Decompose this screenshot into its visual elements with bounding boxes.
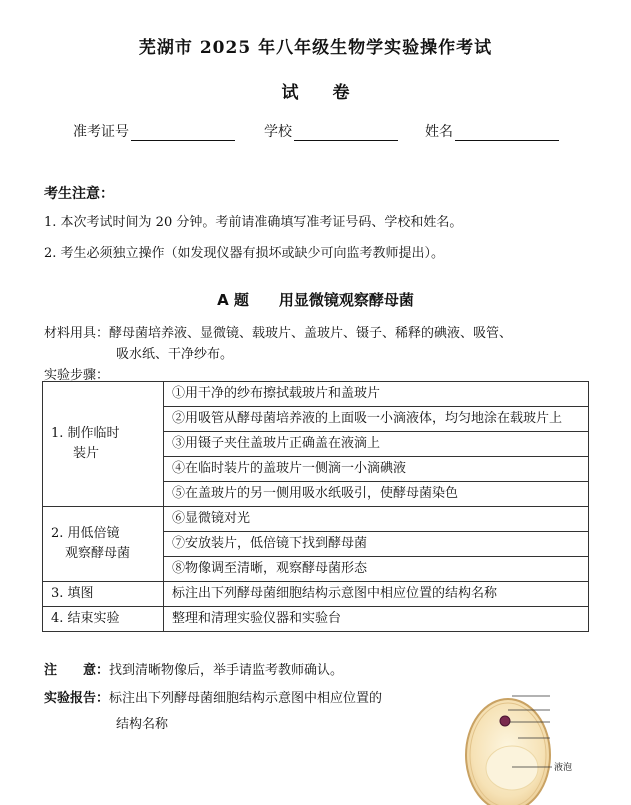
- step-cell: ③用镊子夹住盖玻片正确盖在液滴上: [164, 432, 589, 457]
- materials-text-continued: 吸水纸、干净纱布。: [116, 347, 234, 362]
- page-title: 芜湖市 2025 年八年级生物学实验操作考试: [138, 38, 493, 58]
- nucleus: [500, 716, 510, 726]
- stage-label: 4. 结束实验: [51, 611, 120, 626]
- note: [44, 659, 343, 678]
- steps-label: 实验步骤：: [44, 368, 110, 383]
- step-cell: ⑧物像调至清晰，观察酵母菌形态: [164, 557, 589, 582]
- school-field[interactable]: [264, 121, 398, 141]
- stage-cell: [43, 382, 164, 507]
- note-label: 注 意：: [44, 663, 110, 678]
- step-cell: ②用吸管从酵母菌培养液的上面吸一小滴液体，均匀地涂在载玻片上: [164, 407, 589, 432]
- step-cell: ⑤在盖玻片的另一侧用吸水纸吸引，使酵母菌染色: [164, 482, 589, 507]
- notice-heading: 考生注意：: [44, 186, 114, 202]
- step-cell: ⑦安放装片，低倍镜下找到酵母菌: [164, 532, 589, 557]
- stage-cell: [43, 507, 164, 582]
- materials-text: 材料用具：酵母菌培养液、显微镜、载玻片、盖玻片、镊子、稀释的碘液、吸管、: [44, 326, 513, 341]
- report-text: 标注出下列酵母菌细胞结构示意图中相应位置的: [109, 691, 383, 706]
- vacuole-label: 液泡: [554, 763, 573, 773]
- vacuole: [486, 746, 538, 790]
- stage-label: 3. 填图: [51, 586, 94, 601]
- step-cell: ①用干净的纱布擦拭载玻片和盖玻片: [164, 382, 589, 407]
- page-subtitle: 试 卷: [281, 83, 350, 103]
- report: [44, 687, 382, 706]
- stage-cell: [43, 582, 164, 607]
- stage-cell: [43, 607, 164, 632]
- report-text-continued: 结构名称: [116, 717, 169, 732]
- name-label: 姓名: [425, 124, 453, 140]
- table-row: [43, 382, 589, 407]
- note-text: 找到清晰物像后，举手请监考教师确认。: [109, 663, 344, 678]
- table-row: [43, 607, 589, 632]
- stage-label: 观察酵母菌: [65, 546, 131, 561]
- school-label: 学校: [264, 124, 292, 140]
- exam-number-blank[interactable]: [131, 124, 235, 141]
- step-cell: 整理和清理实验仪器和实验台: [164, 607, 589, 632]
- steps-table: [42, 381, 589, 632]
- exam-number-field[interactable]: [73, 121, 235, 141]
- school-blank[interactable]: [294, 124, 398, 141]
- name-blank[interactable]: [455, 124, 559, 141]
- stage-label: 装片: [73, 446, 100, 461]
- table-row: [43, 507, 589, 532]
- exam-number-label: 准考证号: [73, 124, 129, 140]
- notice-item: 2. 考生必须独立操作（如发现仪器有损坏或缺少可向监考教师提出）。: [44, 246, 445, 261]
- table-row: [43, 582, 589, 607]
- yeast-cell-diagram: [460, 690, 590, 805]
- step-cell: ④在临时装片的盖玻片一侧滴一小滴碘液: [164, 457, 589, 482]
- name-field[interactable]: [425, 121, 559, 141]
- step-cell: ⑥显微镜对光: [164, 507, 589, 532]
- report-label: 实验报告：: [44, 691, 110, 706]
- section-title: A 题 用显微镜观察酵母菌: [217, 291, 414, 309]
- stage-label: 2. 用低倍镜: [51, 526, 120, 541]
- stage-label: 1. 制作临时: [51, 426, 120, 441]
- step-cell: 标注出下列酵母菌细胞结构示意图中相应位置的结构名称: [164, 582, 589, 607]
- notice-item: 1. 本次考试时间为 20 分钟。考前请准确填写准考证号码、学校和姓名。: [44, 215, 463, 230]
